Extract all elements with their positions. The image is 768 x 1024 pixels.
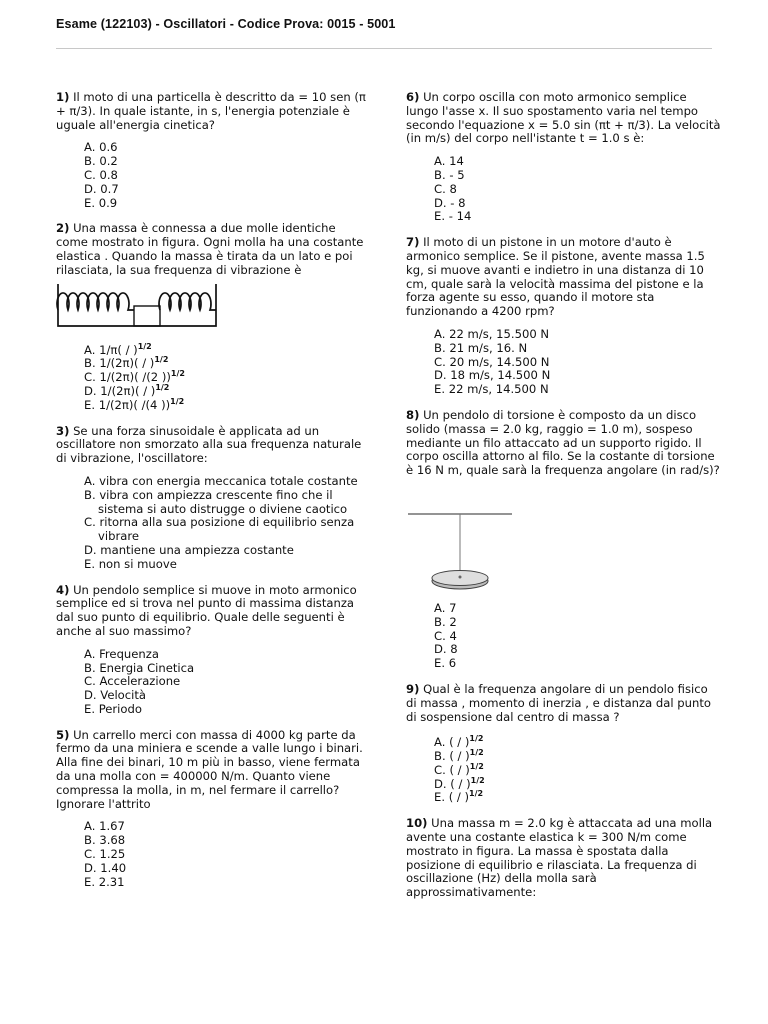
question-text: Un carrello merci con massa di 4000 kg parte da fermo da una miniera e scende a valle lungo i binari. Alla fine dei binari, 10 m più in basso, viene fermata da una molla con = 400000 N/m. Quanto viene compressa la molla, in m, nel fermare il carrello? Ignorare l'attrito (56, 727, 363, 811)
option-e[interactable]: E. 1/(2π)( /(4 ))$^{1/2}$ (84, 396, 185, 412)
option-e[interactable]: E. ( / )$^{1/2}$ (434, 789, 484, 805)
options-list (84, 141, 371, 210)
option-b[interactable]: B. 0.2 (84, 154, 118, 169)
question-text: Una massa m = 2.0 kg è attaccata ad una molla avente una costante elastica k = 300 N/m come mostrato in figura. La massa è spostata dalla posizione di equilibrio e rilasciata. La frequenza di oscillazione (Hz) della molla sarà approssimativamente: (406, 816, 713, 900)
right-column (406, 91, 721, 900)
left-column (56, 91, 371, 889)
option-d[interactable]: D. 1.40 (84, 860, 127, 875)
option-a[interactable]: A. ( / )$^{1/2}$ (434, 734, 484, 750)
question-6 (406, 91, 721, 224)
question-text: Un pendolo di torsione è composto da un disco solido (massa = 2.0 kg, raggio = 1.0 m), sospeso mediante un filo attaccato ad un supporto rigido. Il corpo oscilla attorno al filo. Se la costante di torsione è 16 N m, quale sarà la frequenza angolare (in rad/s)? (406, 407, 720, 478)
option-d[interactable]: D. 8 (434, 642, 458, 657)
question-5 (56, 729, 371, 890)
question-3 (56, 425, 371, 572)
option-a[interactable]: A. 22 m/s, 15.500 N (434, 326, 550, 341)
option-a[interactable]: A. 7 (434, 600, 457, 615)
option-b[interactable]: B. Energia Cinetica (84, 660, 195, 675)
option-d[interactable]: D. ( / )$^{1/2}$ (434, 775, 485, 791)
option-a[interactable]: A. 1.67 (84, 819, 125, 834)
option-b[interactable]: B. vibra con ampiezza crescente fino che il sistema si auto distrugge o diviene caotico (84, 487, 348, 516)
question-8 (406, 409, 721, 671)
option-b[interactable]: B. 3.68 (84, 833, 126, 848)
question-2 (56, 222, 371, 412)
question-4 (56, 584, 371, 717)
options-list (84, 341, 371, 413)
spring-mass-figure (56, 282, 218, 332)
question-number: 1) (56, 90, 70, 104)
options-list (434, 155, 721, 224)
question-10 (406, 817, 721, 900)
question-text: Qual è la frequenza angolare di un pendolo fisico di massa , momento di inerzia , e distanza dal punto di sospensione dal centro di massa ? (406, 681, 711, 724)
option-c[interactable]: C. 0.8 (84, 167, 118, 182)
question-text: Il moto di una particella è descritto da = 10 sen (π + π/3). In quale istante, in s, l'energia potenziale è uguale all'energia cinetica? (56, 90, 366, 132)
question-7 (406, 236, 721, 397)
option-d[interactable]: D. 0.7 (84, 181, 119, 196)
question-9 (406, 683, 721, 805)
question-number: 7) (406, 235, 420, 250)
option-a[interactable]: A. $1/\pi( / )^{1/2}$ (84, 341, 152, 357)
option-b[interactable]: B. $1/(2\pi)( / )^{1/2}$ (84, 355, 169, 371)
options-list (434, 602, 721, 671)
option-c[interactable]: C. 1/(2π)( /(2 ))$^{1/2}$ (84, 369, 185, 385)
torsion-pendulum-figure (406, 496, 516, 592)
option-c[interactable]: C. 20 m/s, 14.500 N (434, 354, 550, 369)
question-number: 3) (56, 423, 70, 438)
option-e[interactable]: E. 6 (434, 656, 457, 671)
option-a[interactable]: A. Frequenza (84, 646, 159, 661)
option-b[interactable]: B. ( / )$^{1/2}$ (434, 748, 484, 764)
option-c[interactable]: C. Accelerazione (84, 674, 181, 689)
option-a[interactable]: A. 0.6 (84, 140, 118, 155)
option-e[interactable]: E. - 14 (434, 209, 472, 224)
option-c[interactable]: C. 4 (434, 628, 457, 643)
option-a[interactable]: A. vibra con energia meccanica totale costante (84, 473, 358, 488)
options-list (84, 648, 371, 717)
question-text: Una massa è connessa a due molle identiche come mostrato in figura. Ogni molla ha una costante elastica . Quando la massa è tirata da un lato e poi rilasciata, la sua frequenza di vibrazione è (56, 221, 364, 277)
question-text: Un corpo oscilla con moto armonico semplice lungo l'asse x. Il suo spostamento varia nel tempo secondo l'equazione x = 5.0 sin (πt + π/3). La velocità (in m/s) del corpo nell'istante t = 1.0 s è: (406, 90, 721, 146)
exam-header-title: Esame (122103) - Oscillatori - Codice Prova: 0015 - 5001 (56, 17, 396, 31)
option-e[interactable]: E. 0.9 (84, 195, 118, 210)
question-text: Se una forza sinusoidale è applicata ad un oscillatore non smorzato alla sua frequenza naturale di vibrazione, l'oscillatore: (56, 423, 362, 466)
option-c[interactable]: C. 1.25 (84, 847, 126, 862)
question-text: Il moto di un pistone in un motore d'auto è armonico semplice. Se il pistone, avente massa 1.5 kg, si muove avanti e indietro in una distanza di 10 cm, quale sarà la velocità massima del pistone e la forza agente su esso, quando il motore sta funzionando a 4200 rpm? (406, 235, 705, 319)
question-text: Un pendolo semplice si muove in moto armonico semplice ed si trova nel punto di massima distanza dal suo punto di equilibrio. Quale delle seguenti è anche al suo massimo? (56, 582, 357, 638)
option-c[interactable]: C. ( / )$^{1/2}$ (434, 762, 484, 777)
option-b[interactable]: B. 2 (434, 614, 457, 629)
option-d[interactable]: D. - 8 (434, 195, 466, 210)
option-e[interactable]: E. 22 m/s, 14.500 N (434, 382, 549, 397)
option-e[interactable]: E. non si muove (84, 556, 177, 571)
option-e[interactable]: E. 2.31 (84, 874, 125, 889)
option-e[interactable]: E. Periodo (84, 701, 142, 716)
options-list (434, 736, 721, 805)
question-number: 5) (56, 727, 70, 742)
option-d[interactable]: D. Velocità (84, 688, 147, 703)
option-d[interactable]: D. $1/(2\pi)( / )^{1/2}$ (84, 383, 170, 398)
options-list (84, 820, 371, 889)
option-d[interactable]: D. 18 m/s, 14.500 N (434, 368, 551, 383)
options-list (434, 328, 721, 397)
option-b[interactable]: B. 21 m/s, 16. N (434, 340, 528, 355)
option-a[interactable]: A. 14 (434, 154, 464, 169)
question-number: 10) (406, 816, 428, 831)
option-d[interactable]: D. mantiene una ampiezza costante (84, 542, 294, 557)
question-1 (56, 91, 371, 210)
question-number: 6) (406, 90, 420, 104)
question-number: 2) (56, 221, 70, 236)
question-number: 8) (406, 407, 420, 422)
options-list (84, 475, 371, 572)
question-number: 4) (56, 582, 70, 597)
header-divider (56, 48, 712, 49)
option-c[interactable]: C. 8 (434, 181, 457, 196)
question-number: 9) (406, 681, 420, 696)
option-c[interactable]: C. ritorna alla sua posizione di equilibrio senza vibrare (84, 515, 355, 544)
option-b[interactable]: B. - 5 (434, 167, 465, 182)
